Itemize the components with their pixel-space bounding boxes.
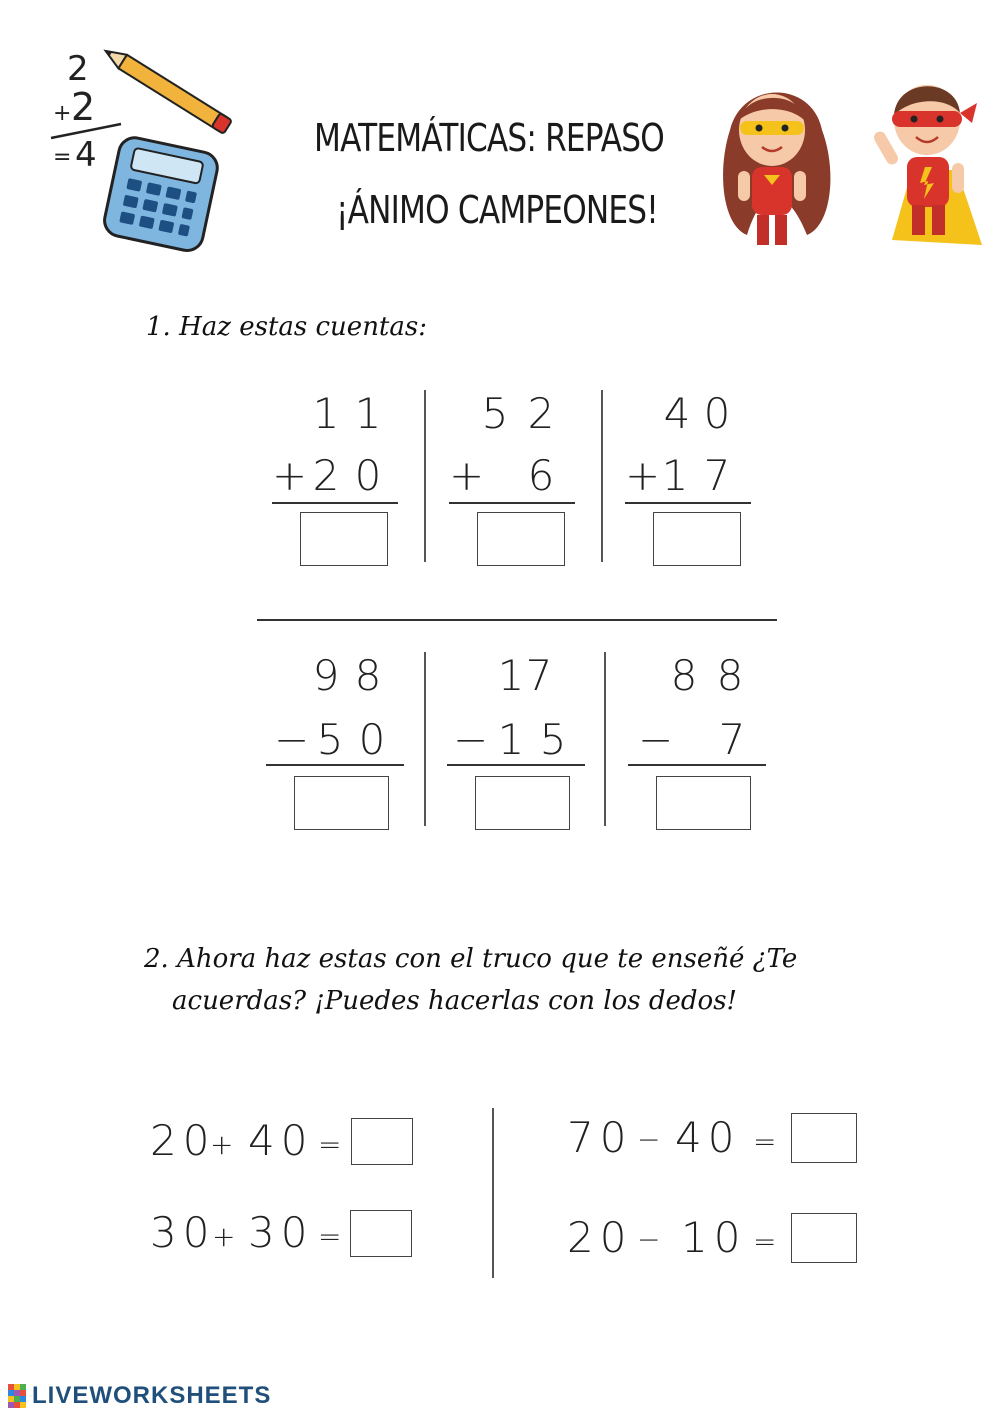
bottom-units-digit: 0 [354,451,382,500]
top-units-digit: 7 [525,651,553,700]
column-divider [492,1108,494,1278]
operand-b: 10 [681,1213,747,1262]
top-units-digit: 2 [527,389,555,438]
plus-sign: + [449,451,485,500]
top-tens-digit: 1 [312,389,340,438]
bottom-tens-digit: 2 [312,451,340,500]
answer-box[interactable] [294,776,389,830]
top-units-digit: 8 [354,651,382,700]
answer-box[interactable] [791,1113,857,1163]
operand-a: 20 [567,1213,633,1262]
superhero-kids-clipart [712,75,987,250]
equals-sign: = [753,1225,783,1258]
sum-line [272,502,398,504]
answer-box[interactable] [351,1118,413,1165]
top-units-digit: 8 [716,651,744,700]
operand-a: 70 [567,1113,633,1162]
equation-row [150,1210,420,1260]
answer-box[interactable] [656,776,751,830]
plus-sign: + [625,451,661,500]
worksheet-subtitle: ¡ÁNIMO CAMPEONES! [336,188,658,232]
svg-text:2: 2 [67,49,89,89]
bottom-units-digit: 6 [527,451,555,500]
answer-box[interactable] [477,512,565,566]
equals-sign: = [318,1128,348,1161]
addition-problem [449,389,579,572]
bottom-units-digit: 7 [703,451,731,500]
liveworksheets-logo [8,1383,271,1409]
minus-sign: − [274,715,310,764]
brand-name: LIVEWORKSHEETS [32,1382,272,1409]
answer-box[interactable] [653,512,741,566]
exercise-2-instruction-continued: acuerdas? ¡Puedes hacerlas con los dedos! [172,986,737,1016]
svg-text:4: 4 [75,135,97,175]
subtraction-problem [447,651,587,834]
difference-line [266,764,404,766]
svg-text:=: = [53,145,72,170]
operand-b: 40 [675,1113,741,1162]
minus-sign: − [637,1223,667,1256]
bottom-tens-digit: 1 [661,451,689,500]
equation-row [567,1113,867,1165]
top-tens-digit: 9 [312,651,340,700]
answer-box[interactable] [350,1210,412,1257]
minus-sign: − [453,715,489,764]
equals-sign: = [753,1125,783,1158]
operand-a: 30 [150,1208,216,1257]
difference-line [447,764,585,766]
addition-problem [625,389,755,572]
top-tens-digit: 8 [670,651,698,700]
equation-row [150,1118,420,1168]
equals-sign: = [318,1220,348,1253]
math-doodle-clipart [45,38,240,253]
row-separator [257,619,777,621]
answer-box[interactable] [300,512,388,566]
bottom-units-digit: 0 [358,715,386,764]
equation-row [567,1213,867,1265]
subtraction-problem [628,651,768,834]
subtraction-problem [266,651,406,834]
svg-text:+: + [53,101,72,126]
plus-sign: + [212,1220,242,1253]
top-tens-digit: 4 [663,389,691,438]
plus-sign: + [272,451,308,500]
logo-blocks-icon [8,1384,32,1408]
exercise-1-instruction: 1. Haz estas cuentas: [146,312,427,342]
minus-sign: − [638,715,674,764]
addition-problem [272,389,402,572]
difference-line [628,764,766,766]
worksheet-title: MATEMÁTICAS: REPASO [314,116,664,160]
bottom-tens-digit: 1 [497,715,525,764]
answer-box[interactable] [791,1213,857,1263]
top-units-digit: 1 [354,389,382,438]
exercise-2-instruction: 2. Ahora haz estas con el truco que te enseñé ¿Te [144,944,798,974]
top-tens-digit: 1 [497,651,525,700]
top-tens-digit: 5 [481,389,509,438]
sum-line [449,502,575,504]
svg-text:2: 2 [71,85,96,129]
bottom-units-digit: 5 [539,715,567,764]
column-divider [424,390,426,562]
minus-sign: − [637,1123,667,1156]
top-units-digit: 0 [703,389,731,438]
operand-b: 30 [248,1208,314,1257]
operand-b: 40 [248,1116,314,1165]
column-divider [601,390,603,562]
column-divider [424,652,426,826]
sum-line [625,502,751,504]
plus-sign: + [210,1128,240,1161]
bottom-units-digit: 7 [718,715,746,764]
operand-a: 20 [150,1116,216,1165]
bottom-tens-digit: 5 [316,715,344,764]
answer-box[interactable] [475,776,570,830]
column-divider [604,652,606,826]
